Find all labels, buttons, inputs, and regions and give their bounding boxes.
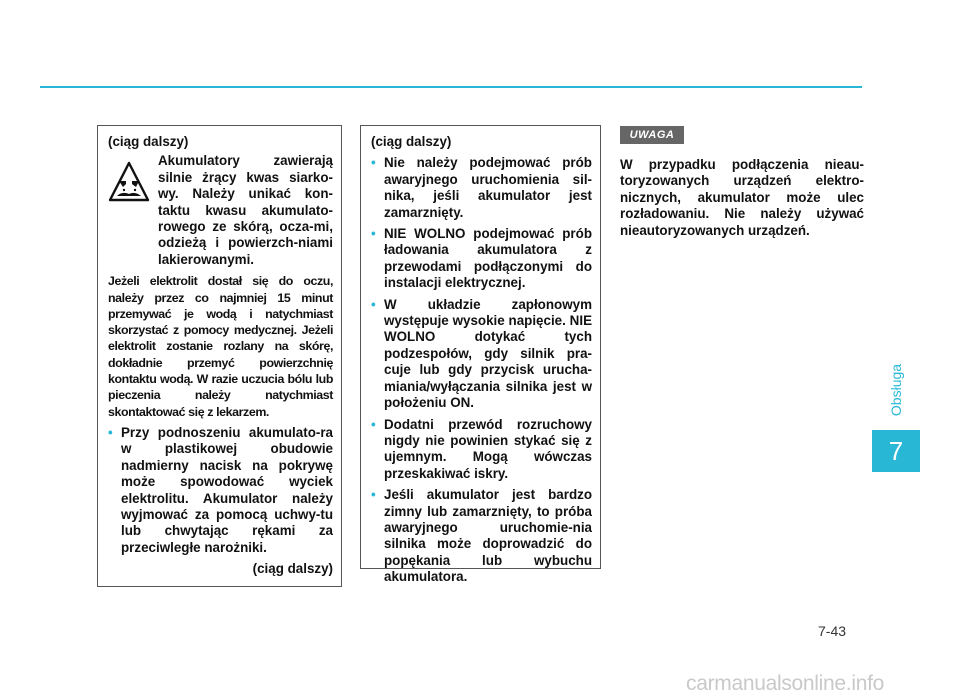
list-item-text: Nie należy podejmować prób awaryjnego uruchomienia sil-nika, jeśli akumulator jest zamarznięty. (384, 155, 592, 220)
list-item (371, 487, 592, 585)
continued-top-label: (ciąg dalszy) (371, 134, 452, 149)
list-item-text: Przy podnoszeniu akumulato-ra w plastikowej obudowie nadmierny nacisk na pokrywę może spowodować wyciek elektrolitu. Akumulator należy wyjmować za pomocą uchwy-tu lub chwytając rękami za przeciwległe narożniki. (121, 424, 333, 555)
bullet-list (371, 155, 592, 585)
bullet-dot-icon: • (108, 424, 113, 440)
chapter-number: 7 (872, 430, 920, 472)
uwaga-notice-text: W przypadku podłączenia nieau-toryzowanych urządzeń elektro-nicznych, akumulator może ulec rozładowaniu. Nie należy używać nieautoryzowanych urządzeń. (620, 157, 864, 238)
bullet-list (108, 425, 333, 556)
watermark: carmanualsonline.info (686, 672, 884, 695)
top-divider (40, 86, 862, 88)
acid-warning-text: Akumulatory zawierają silnie żrący kwas siarko-wy. Należy unikać kon-taktu kwasu akumulato-rowego ze skórą, ocza-mi, odzieżą i powierzch-niami lakierowanymi. (158, 153, 333, 267)
list-item-text: W układzie zapłonowym występuje wysokie napięcie. NIE WOLNO dotykać tych podzespołów, gdy silnik pra-cuje lub gdy przycisk urucha-miania/wyłączania silnika jest w położeniu ON. (384, 296, 592, 411)
list-item (108, 425, 333, 556)
list-item-text: Jeśli akumulator jest bardzo zimny lub zamarznięty, to próba awaryjnego uruchomie-nia silnika może doprowadzić do popękania lub wybuchu akumulatora. (384, 487, 592, 585)
acid-warning-header (108, 153, 333, 268)
bullet-dot-icon: • (371, 226, 376, 242)
chapter-label (872, 350, 920, 430)
bullet-dot-icon: • (371, 296, 376, 312)
chapter-label-text: Obsługa (888, 363, 904, 417)
chapter-side-tab (872, 350, 920, 472)
list-item-text: NIE WOLNO podejmować prób ładowania akumulatora z przewodami podłączonymi do instalacji elektrycznej. (384, 226, 592, 291)
uwaga-badge: UWAGA (620, 126, 684, 144)
bullet-dot-icon: • (371, 487, 376, 503)
battery-precautions-box (360, 125, 601, 585)
list-item (371, 297, 592, 412)
bullet-dot-icon: • (371, 155, 376, 171)
battery-acid-warning-box (97, 125, 342, 587)
bullet-dot-icon: • (371, 416, 376, 432)
continued-top-label: (ciąg dalszy) (108, 134, 189, 149)
page-number: 7-43 (818, 623, 847, 639)
corrosive-acid-hazard-icon (108, 161, 150, 203)
list-item (371, 155, 592, 221)
list-item (371, 226, 592, 292)
list-item (371, 417, 592, 483)
electrolyte-first-aid-text: Jeżeli elektrolit dostał się do oczu, należy przez co najmniej 15 minut przemywać je wodą i natychmiast skorzystać z pomocy medycznej. Jeżeli elektrolit zostanie rozlany na skórę, dokładnie przemyć powierzchnię kontaktu wodą. W razie uczucia bólu lub pieczenia należy natychmiast skontaktować się z lekarzem. (108, 274, 333, 419)
list-item-text: Dodatni przewód rozruchowy nigdy nie powinien stykać się z ujemnym. Mogą wówczas przeskakiwać iskry. (384, 416, 592, 481)
continued-bottom-label: (ciąg dalszy) (252, 561, 333, 577)
